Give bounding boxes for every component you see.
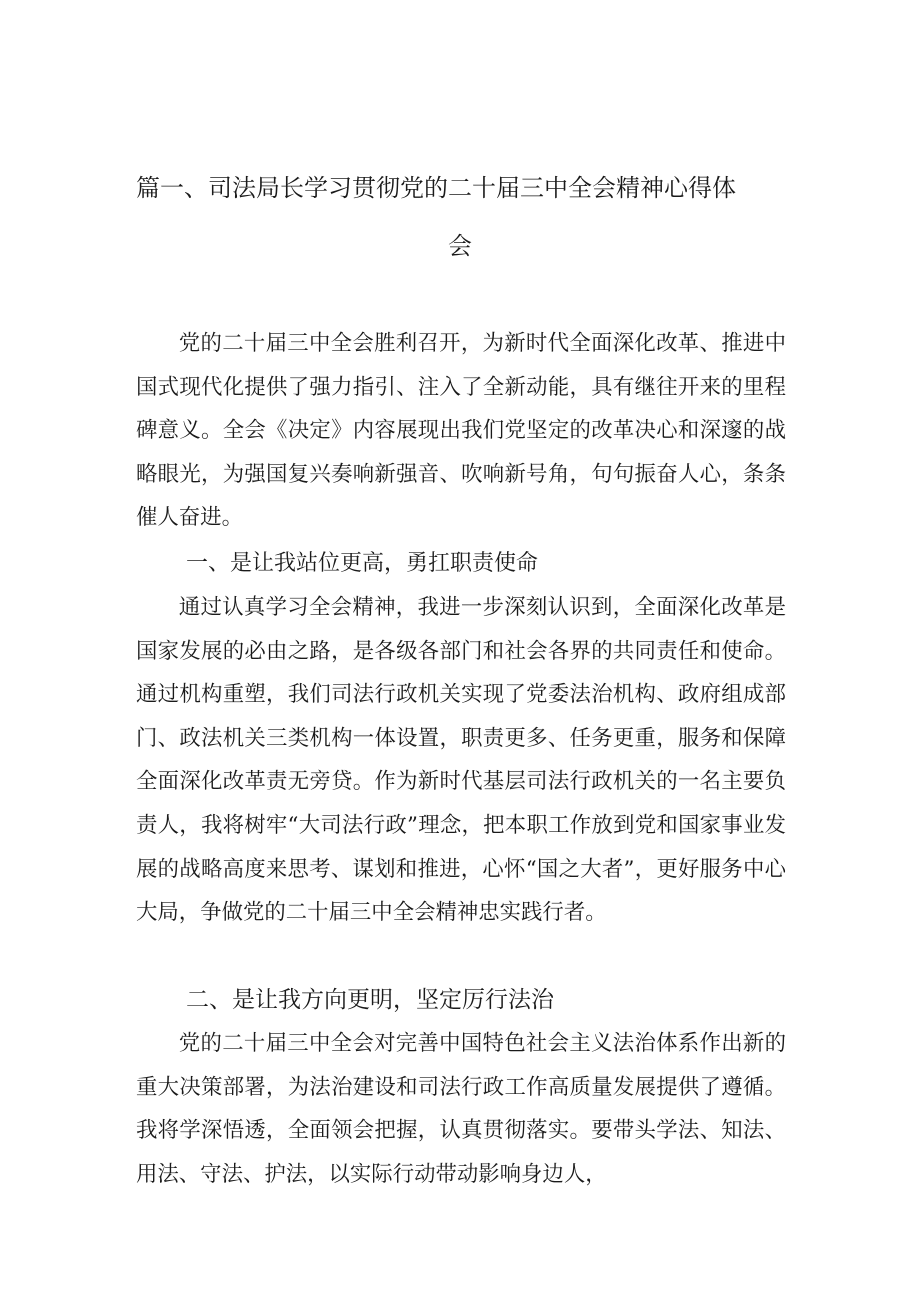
section-2-paragraph: 党的二十届三中全会对完善中国特色社会主义法治体系作出新的重大决策部署，为法治建设和司法行政工作高质量发展提供了遵循。我将学深悟透，全面领会把握，认真贯彻落实。要带头学法、知法、用法、守法、护法，以实际行动带动影响身边人， xyxy=(136,1031,786,1187)
section-heading-1: 一、是让我站位更高，勇扛职责使命 xyxy=(186,551,539,576)
section-heading-2: 二、是让我方向更明，坚定厉行法治 xyxy=(186,987,554,1013)
document-title-line1: 篇一、司法局长学习贯彻党的二十届三中全会精神心得体 xyxy=(136,174,736,202)
intro-paragraph: 党的二十届三中全会胜利召开，为新时代全面深化改革、推进中国式现代化提供了强力指引、注入了全新动能，具有继往开来的里程碑意义。全会《决定》内容展现出我们党坚定的改革决心和深邃的战略眼光，为强国复兴奏响新强音、吹响新号角，句句振奋人心，条条催人奋进。 xyxy=(136,331,786,531)
document-title-line2: 会 xyxy=(448,232,472,260)
section-1-paragraph: 通过认真学习全会精神，我进一步深刻认识到，全面深化改革是国家发展的必由之路，是各级各部门和社会各界的共同责任和使命。通过机构重塑，我们司法行政机关实现了党委法治机构、政府组成部门、政法机关三类机构一体设置，职责更多、任务更重，服务和保障全面深化改革责无旁贷。作为新时代基层司法行政机关的一名主要负责人，我将树牢“大司法行政”理念，把本职工作放到党和国家事业发展的战略高度来思考、谋划和推进，心怀“国之大者”，更好服务中心大局，争做党的二十届三中全会精神忠实践行者。 xyxy=(136,595,786,926)
